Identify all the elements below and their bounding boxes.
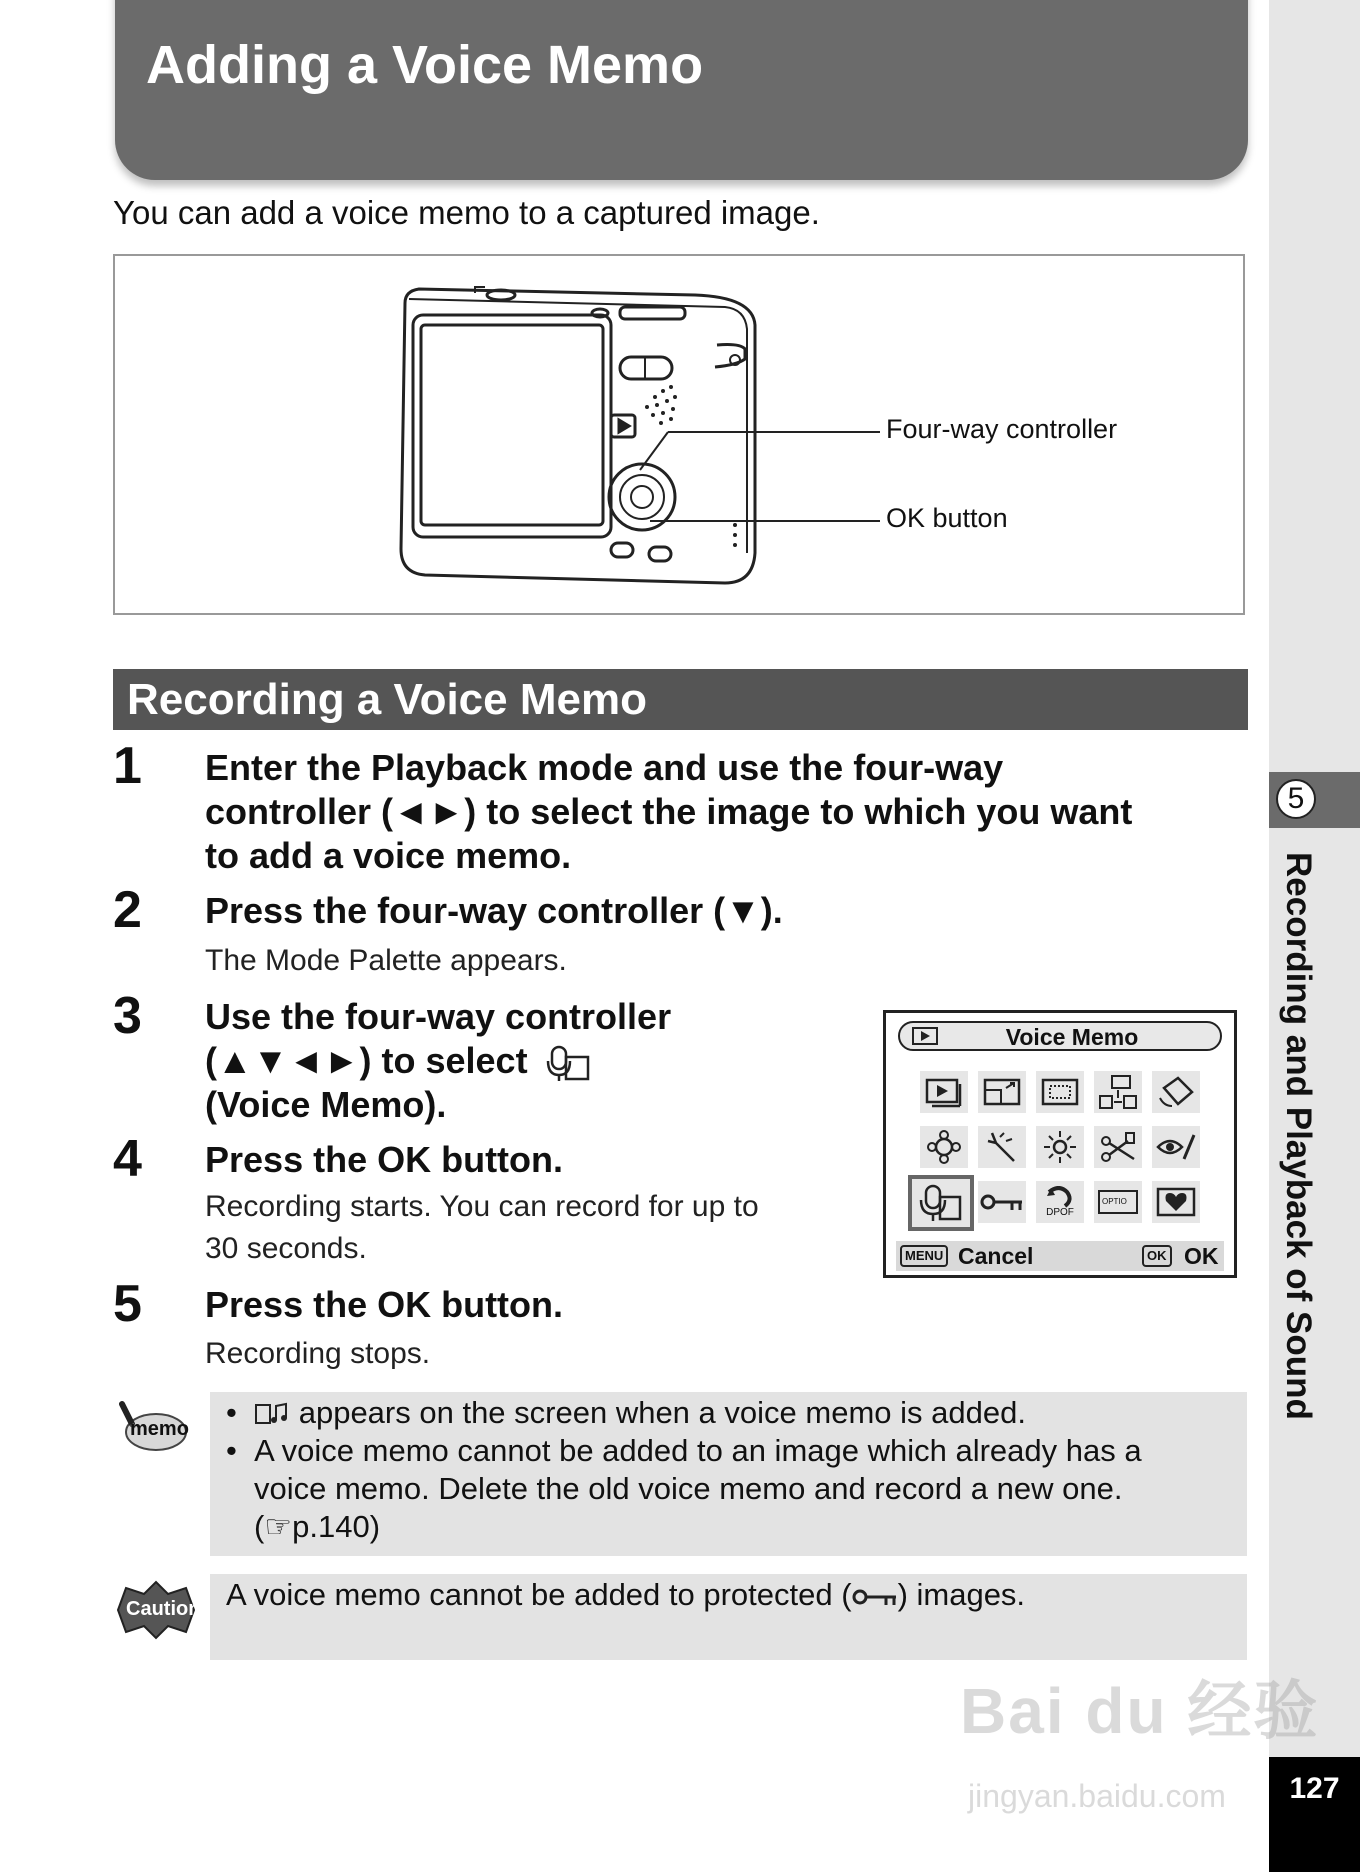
page-number: 127 <box>1289 1772 1340 1805</box>
palette-header <box>898 1021 1222 1051</box>
caution-note-text: A voice memo cannot be added to protected ( ) images. <box>226 1577 1026 1612</box>
caution-badge-label: Caution <box>126 1598 201 1620</box>
protect-key-icon[interactable] <box>978 1181 1026 1223</box>
watermark-url: jingyan.baidu.com <box>968 1778 1226 1814</box>
memo-bullet-2: • A voice memo cannot be added to an image which already has a <box>226 1433 1142 1468</box>
watermark-brand: Bai du 经验 <box>960 1675 1320 1747</box>
cancel-label: Cancel <box>958 1243 1034 1269</box>
palette-footer <box>896 1241 1224 1271</box>
memo-bullet-1: • appears on the screen when a voice memo is added. <box>226 1395 1026 1430</box>
caution-badge <box>114 1580 201 1640</box>
start-up-screen-icon[interactable] <box>1094 1181 1142 1223</box>
chapter-title: Recording and Playback of Sound <box>1279 852 1318 1420</box>
ok-key: OK <box>1142 1245 1172 1267</box>
step-3-number: 3 <box>113 987 142 1045</box>
section-title: Recording a Voice Memo <box>127 675 647 724</box>
protect-key-icon <box>852 1586 898 1608</box>
step-5-title: Press the OK button. <box>205 1284 564 1325</box>
intro-text: You can add a voice memo to a captured image. <box>113 194 820 231</box>
step-4-number: 4 <box>113 1130 142 1188</box>
page-title: Adding a Voice Memo <box>146 35 704 95</box>
memo-note-text: • appears on the screen when a voice memo is added. • A voice memo cannot be added to an image which already has a voice memo. Delete the old voice memo and record a new one. (☞p.140) <box>226 1394 1241 1546</box>
ok-label: OK <box>1184 1243 1219 1269</box>
step-3-title: Use the four-way controller (▲▼◄►) to select (Voice Memo). <box>205 996 672 1126</box>
frame-composite-icon[interactable] <box>978 1126 1026 1168</box>
voice-memo-indicator-icon <box>254 1402 290 1426</box>
step-2-number: 2 <box>113 881 142 939</box>
dpof-label: DPOF <box>1046 1207 1074 1218</box>
memo-badge-label: memo <box>130 1418 189 1440</box>
optio-label: OPTIO <box>1098 1190 1138 1214</box>
mode-palette-screen <box>883 1010 1237 1278</box>
step-4-desc: Recording starts. You can record for up to 30 seconds. <box>205 1190 759 1265</box>
palette-header-label: Voice Memo <box>1005 1024 1139 1050</box>
page-reference: (☞p.140) <box>254 1509 381 1544</box>
red-eye-edit-icon[interactable] <box>1152 1126 1200 1168</box>
slideshow-icon[interactable] <box>920 1071 968 1113</box>
voice-memo-option-selected[interactable] <box>908 1175 974 1231</box>
callout-four-way-controller: Four-way controller <box>886 414 1118 444</box>
voice-memo-icon <box>546 1043 592 1083</box>
step-2-desc: The Mode Palette appears. <box>205 944 567 977</box>
chapter-number: 5 <box>1276 779 1316 819</box>
callout-leaders <box>0 0 1360 700</box>
callout-ok-button: OK button <box>886 503 1008 533</box>
movie-edit-icon[interactable] <box>1094 1126 1142 1168</box>
step-4-title: Press the OK button. <box>205 1139 564 1180</box>
step-2-title: Press the four-way controller (▼). <box>205 890 783 931</box>
rotation-icon[interactable] <box>1152 1071 1200 1113</box>
memo-badge <box>116 1398 188 1458</box>
cropping-icon[interactable] <box>1036 1071 1084 1113</box>
step-1-number: 1 <box>113 737 142 795</box>
brightness-filter-icon[interactable] <box>1036 1126 1084 1168</box>
digital-filter-icon[interactable] <box>920 1126 968 1168</box>
favorite-heart-icon[interactable] <box>1152 1181 1200 1223</box>
step-5-desc: Recording stops. <box>205 1337 431 1370</box>
menu-key: MENU <box>900 1245 948 1267</box>
image-copy-icon[interactable] <box>1094 1071 1142 1113</box>
resize-icon[interactable] <box>978 1071 1026 1113</box>
dpof-icon[interactable] <box>1036 1181 1084 1223</box>
step-5-number: 5 <box>113 1275 142 1333</box>
step-1-title: Enter the Playback mode and use the four-way controller (◄►) to select the image to which you want to add a voice memo. <box>205 747 1133 876</box>
